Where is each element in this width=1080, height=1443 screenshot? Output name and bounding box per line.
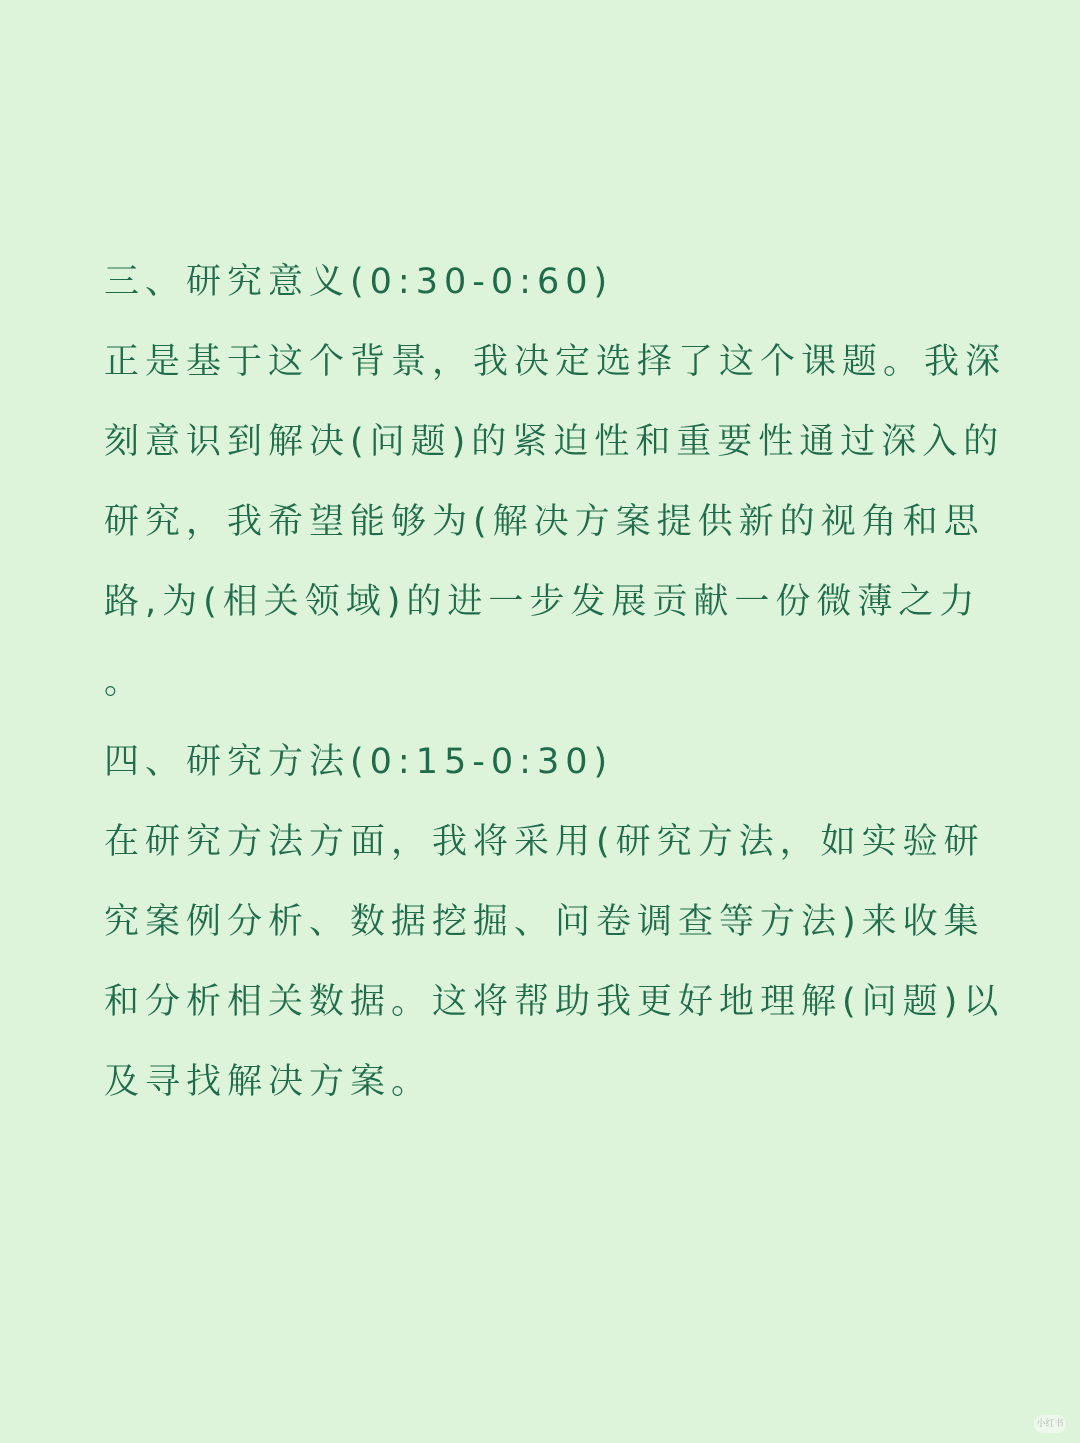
section-research-significance — [104, 242, 1024, 722]
paragraph-line: 。 — [104, 662, 146, 702]
document-body — [104, 242, 1024, 1122]
watermark-logo: 小红书 — [1034, 1415, 1066, 1433]
paragraph-line: 和分析相关数据。这将帮助我更好地理解(问题)以 — [104, 982, 1005, 1022]
section-heading: 四、研究方法(0:15-0:30) — [104, 742, 614, 782]
paragraph-line: 研究，我希望能够为(解决方案提供新的视角和思 — [104, 502, 985, 542]
section-heading: 三、研究意义(0:30-0:60) — [104, 262, 614, 302]
section-research-method — [104, 722, 1024, 1122]
paragraph-line: 及寻找解决方案。 — [104, 1062, 433, 1102]
paragraph-line: 在研究方法方面，我将采用(研究方法，如实验研 — [104, 822, 985, 862]
paragraph-line: 路,为(相关领域)的进一步发展贡献一份微薄之力 — [104, 582, 981, 622]
paragraph-line: 刻意识到解决(问题)的紧迫性和重要性通过深入的 — [104, 422, 1005, 462]
paragraph-line: 究案例分析、数据挖掘、问卷调查等方法)来收集 — [104, 902, 985, 942]
paragraph-line: 正是基于这个背景，我决定选择了这个课题。我深 — [104, 342, 1007, 382]
